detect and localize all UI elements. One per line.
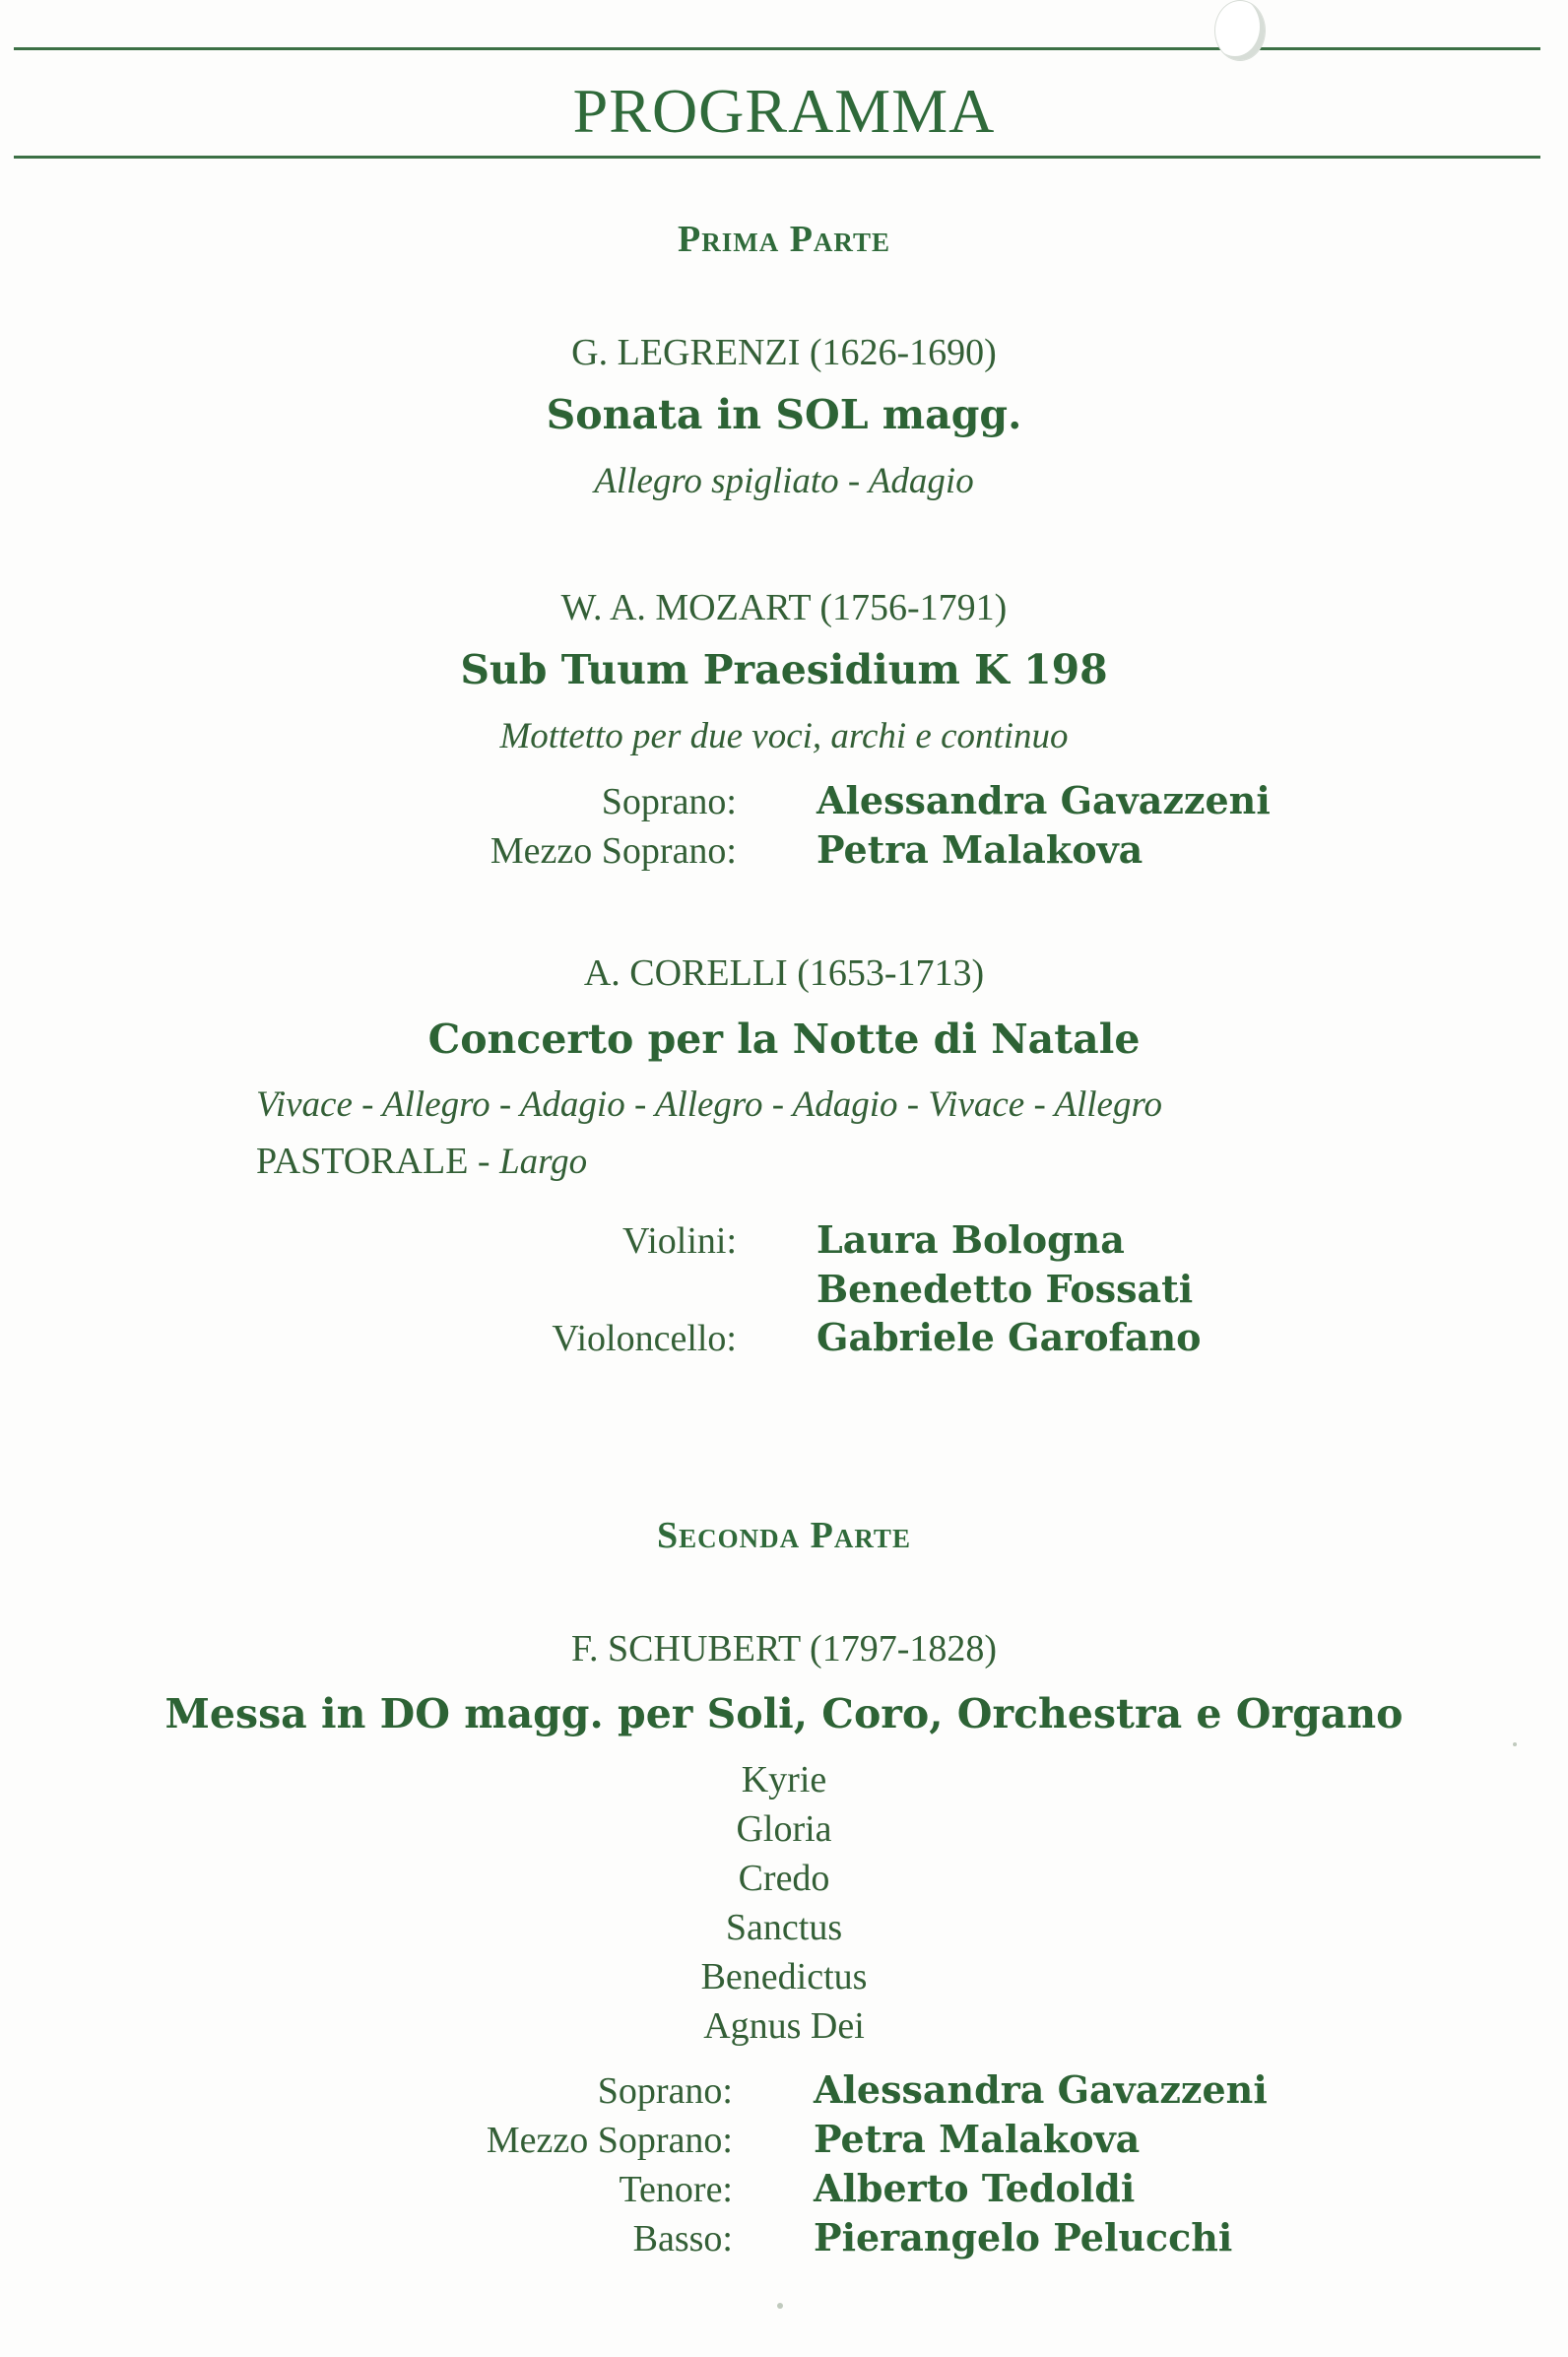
- role-soprano-mozart: Soprano:: [601, 781, 737, 822]
- movement-agnus-dei: Agnus Dei: [703, 2005, 865, 2047]
- work-corelli: Concerto per la Notte di Natale: [427, 1015, 1141, 1063]
- pastorale-label: PASTORALE -: [256, 1141, 500, 1182]
- name-soprano-schubert: Alessandra Gavazzeni: [814, 2067, 1268, 2112]
- movement-sanctus: Sanctus: [725, 1907, 843, 1948]
- pastorale-tempo: Largo: [499, 1142, 588, 1182]
- role-violoncello: Violoncello:: [552, 1318, 737, 1359]
- movements-corelli: Vivace - Allegro - Adagio - Allegro - Adagio - Vivace - Allegro: [256, 1084, 1162, 1125]
- movement-benedictus: Benedictus: [700, 1956, 868, 1997]
- title-underline: [14, 156, 1540, 159]
- role-mezzo-schubert: Mezzo Soprano:: [486, 2120, 733, 2161]
- composer-mozart: W. A. MOZART (1756-1791): [560, 587, 1008, 628]
- role-violini: Violini:: [622, 1220, 737, 1262]
- work-legrenzi: Sonata in SOL magg.: [546, 391, 1022, 438]
- section-prima-parte: Prima Parte: [678, 219, 890, 260]
- paper-speck: [1513, 1742, 1517, 1746]
- name-mezzo-mozart: Petra Malakova: [817, 827, 1143, 872]
- name-violino-2: Benedetto Fossati: [817, 1267, 1194, 1311]
- composer-schubert: F. SCHUBERT (1797-1828): [570, 1628, 998, 1670]
- name-soprano-mozart: Alessandra Gavazzeni: [817, 778, 1271, 822]
- composer-legrenzi: G. LEGRENZI (1626-1690): [571, 332, 997, 373]
- name-tenore: Alberto Tedoldi: [814, 2166, 1136, 2210]
- movement-credo: Credo: [738, 1858, 830, 1899]
- top-rule: [14, 47, 1540, 50]
- subtitle-mozart: Mottetto per due voci, archi e continuo: [499, 716, 1069, 756]
- name-basso: Pierangelo Pelucchi: [814, 2215, 1233, 2259]
- work-schubert: Messa in DO magg. per Soli, Coro, Orchestra e Organo: [164, 1690, 1404, 1737]
- role-tenore: Tenore:: [619, 2169, 733, 2210]
- movement-kyrie: Kyrie: [741, 1759, 827, 1800]
- page-title: PROGRAMMA: [572, 76, 996, 146]
- role-basso: Basso:: [632, 2218, 733, 2259]
- movement-gloria: Gloria: [736, 1808, 832, 1850]
- name-violoncello: Gabriele Garofano: [817, 1315, 1202, 1359]
- role-soprano-schubert: Soprano:: [597, 2070, 733, 2112]
- role-mezzo-mozart: Mezzo Soprano:: [490, 830, 737, 872]
- name-violino-1: Laura Bologna: [817, 1217, 1125, 1262]
- composer-corelli: A. CORELLI (1653-1713): [583, 952, 985, 994]
- name-mezzo-schubert: Petra Malakova: [814, 2117, 1141, 2161]
- section-seconda-parte: Seconda Parte: [657, 1515, 911, 1556]
- work-mozart: Sub Tuum Praesidium K 198: [460, 646, 1108, 693]
- paper-speck: [777, 2303, 783, 2309]
- punch-hole: [1214, 0, 1266, 61]
- pastorale-line: [256, 1140, 587, 1183]
- movements-legrenzi: Allegro spigliato - Adagio: [594, 461, 974, 501]
